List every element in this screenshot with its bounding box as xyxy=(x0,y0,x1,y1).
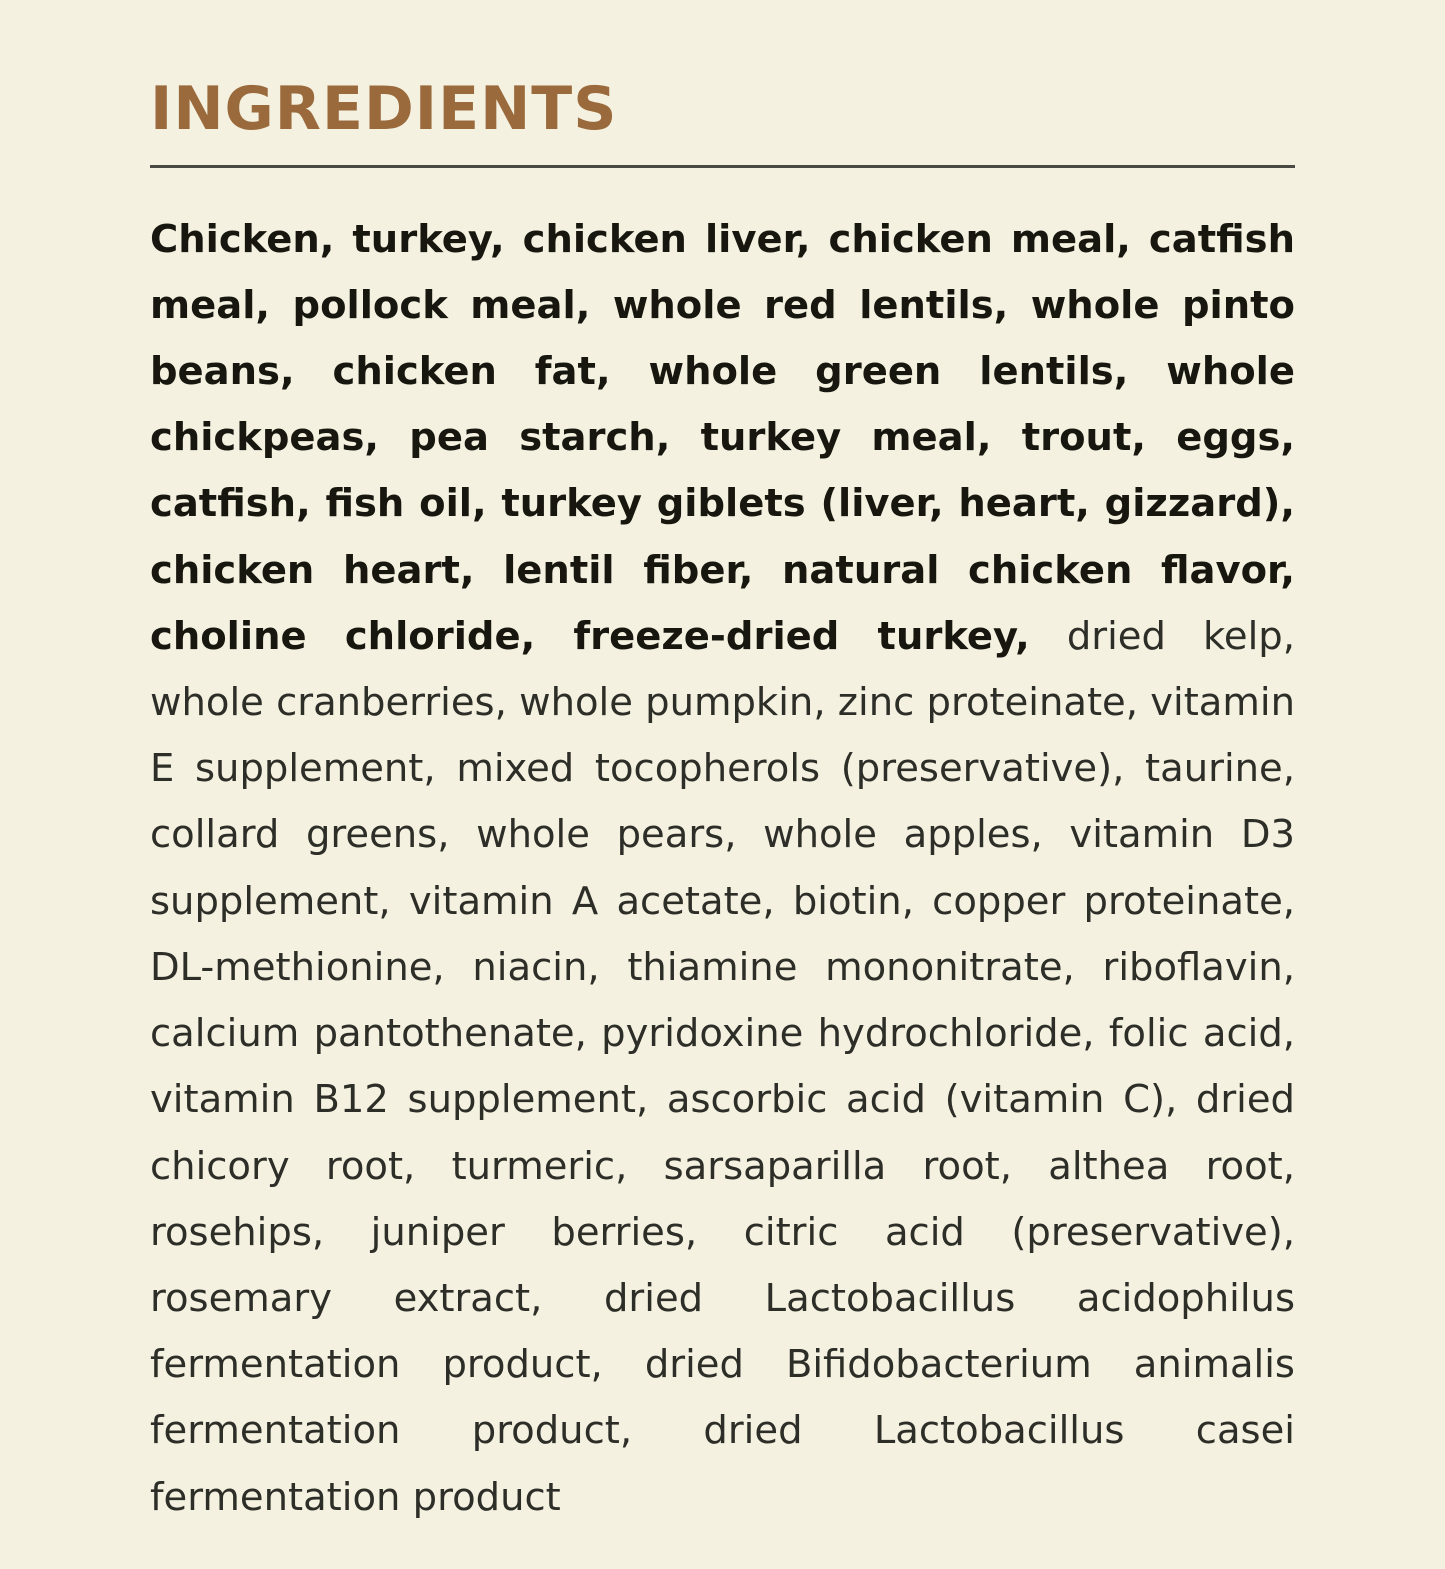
ingredients-primary-text: Chicken, turkey, chicken liver, chicken meal, catfish meal, pollock meal, whole red lentils, whole pinto beans, chicken fat, whole green lentils, whole chickpeas, pea starch, turkey meal, trout, eggs, catfish, fish oil, turkey giblets (liver, heart, gizzard), chicken heart, lentil fiber, natural chicken flavor, choline chloride, freeze-dried turkey, xyxy=(150,216,1295,659)
page-title: INGREDIENTS xyxy=(150,74,618,144)
ingredients-panel xyxy=(150,74,1295,1569)
title-divider xyxy=(150,165,1295,168)
ingredients-paragraph xyxy=(150,207,1295,1531)
ingredients-secondary-text: dried kelp, whole cranberries, whole pumpkin, zinc proteinate, vitamin E supplement, mixed tocopherols (preservative), taurine, collard greens, whole pears, whole apples, vitamin D3 supplement, vitamin A acetate, biotin, copper proteinate, DL-methionine, niacin, thiamine mononitrate, riboflavin, calcium pantothenate, pyridoxine hydrochloride, folic acid, vitamin B12 supplement, ascorbic acid (vitamin C), dried chicory root, turmeric, sarsaparilla root, althea root, rosehips, juniper berries, citric acid (preservative), rosemary extract, dried Lactobacillus acidophilus fermentation product, dried Bifidobacterium animalis fermentation product, dried Lactobacillus casei fermentation product xyxy=(150,613,1295,1520)
